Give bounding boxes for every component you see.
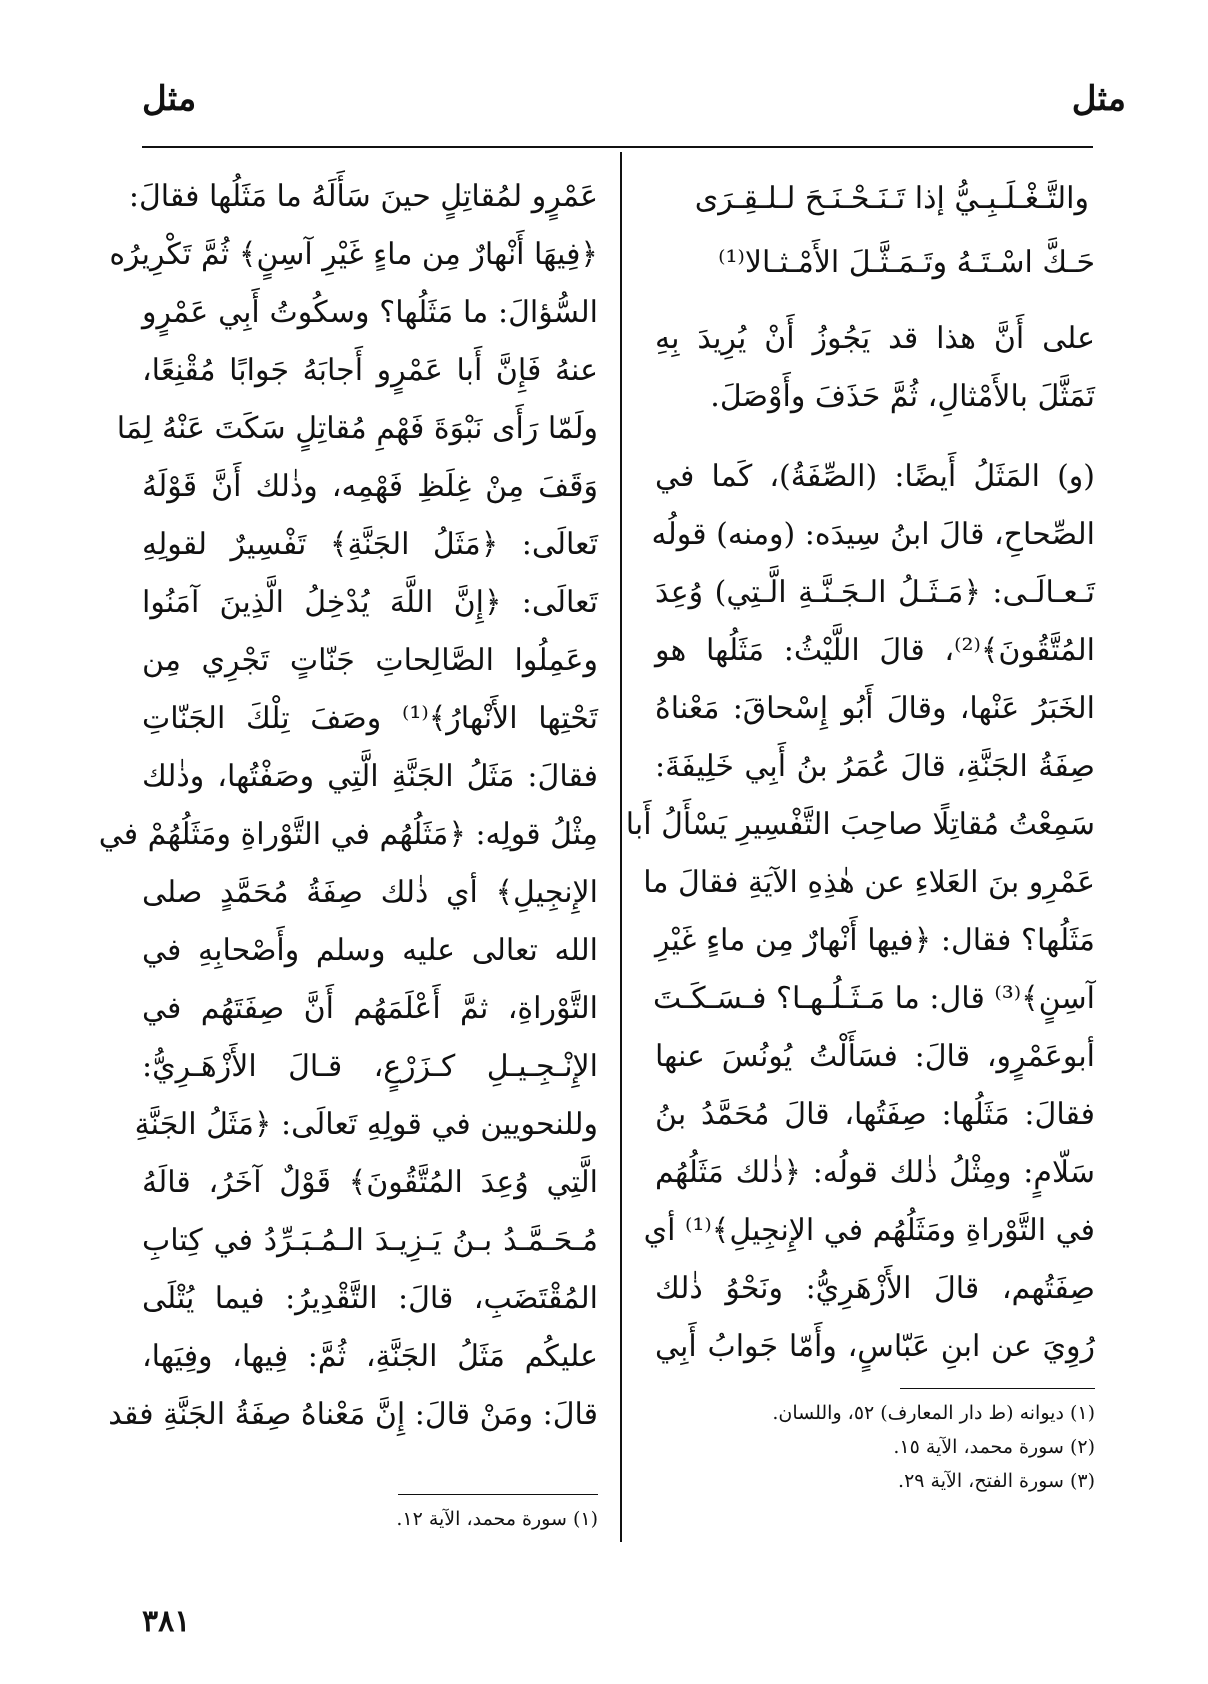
text-line: الخَبَرُ عَنْها، وقالَ أَبُو إِسْحاقَ: مَعْناهُ xyxy=(655,691,1095,726)
footnote-item: (١) ديوانه (ط دار المعارف) ٥٢، واللسان. xyxy=(772,1402,1095,1424)
spacer xyxy=(655,296,1095,310)
text-line: صِفَتُهم، قالَ الأَزْهَرِيُّ: ونَحْوُ ذٰلك xyxy=(655,1271,1095,1306)
text-line: مِثْلُ قولِه: ﴿مَثَلُهُم في التَّوْراةِ ومَثَلُهُمْ في xyxy=(98,817,598,852)
text-line: وللنحويين في قولِهِ تَعالَى: ﴿مَثَلُ الجَنَّةِ xyxy=(134,1107,598,1142)
text-line: الإِنْـجِـيـلِ كـزَرْعٍ، قـالَ الأَزْهَـرِيُّ: xyxy=(142,1049,598,1084)
text-line: الصِّحاحِ، قالَ ابنُ سِيدَه: (ومنه) قولُه xyxy=(651,517,1095,552)
text-line: عليكُم مَثَلُ الجَنَّةِ، ثُمَّ: فِيها، وفِيَها، xyxy=(142,1339,598,1374)
text-line: على أَنَّ هذا قد يَجُوزُ أَنْ يُرِيدَ بِهِ xyxy=(655,321,1095,356)
text-line: مَثَلُها؟ فقال: ﴿فيها أَنْهارٌ مِن ماءٍ غَيْرِ xyxy=(655,923,1095,958)
paragraph-2 xyxy=(625,448,1095,1376)
paragraph-1 xyxy=(655,310,1095,426)
text-line: صِفَةُ الجَنَّةِ، قالَ عُمَرُ بنُ أَبِي خَلِيفَةَ: xyxy=(655,749,1095,784)
text-line: مُـحَـمَّـدُ بـنُ يَـزِيـدَ الـمُـبَـرِّدُ في كِتابِ xyxy=(142,1223,598,1258)
text-line: تَحْتِها الأَنْهارُ﴾⁽¹⁾ وصَفَ تِلْكَ الجَنّاتِ xyxy=(142,701,598,736)
verse-line-1: والتَّـغْـلَـبِـيُّ إذا تَـنَـحْـنَـحَ لـلـقِـرَى xyxy=(694,181,1089,216)
verse-line-2: حَـكَّ اسْـتَـهُ وتَـمَـثَّـلَ الأَمْـثـالا⁽¹⁾ xyxy=(718,245,1095,280)
text-line: التَّوْراةِ، ثمَّ أَعْلَمَهُم أَنَّ صِفَتَهُم في xyxy=(142,991,598,1026)
text-line: (و) المَثَلُ أَيضًا: (الصِّفَةُ)، كَما في xyxy=(655,459,1095,494)
left-column xyxy=(98,168,598,1444)
text-line: ولَمّا رَأَى نَبْوَةَ فَهْمِ مُقاتِلٍ سَكَتَ عَنْهُ لِمَا xyxy=(116,411,598,446)
text-line: رُوِيَ عن ابنِ عَبّاسٍ، وأَمّا جَوابُ أَبِي xyxy=(655,1329,1095,1364)
text-line: في التَّوْراةِ ومَثَلُهُم في الإِنجِيلِ﴾⁽¹⁾ أي xyxy=(643,1213,1095,1248)
text-line: تَعالَى: ﴿إِنَّ اللَّهَ يُدْخِلُ الَّذِينَ آمَنُوا xyxy=(142,585,598,620)
footnote-item: (١) سورة محمد، الآية ١٢. xyxy=(396,1508,598,1530)
text-line: عنهُ فَإِنَّ أَبا عَمْرٍو أَجابَهُ جَوابًا مُقْنِعًا، xyxy=(142,353,598,388)
text-line: عَمْرٍو لمُقاتِلٍ حينَ سَأَلَهُ ما مَثَلُها فقالَ: xyxy=(128,179,598,214)
header-keyword-right: مثل xyxy=(1071,79,1126,119)
text-line: ﴿فِيهَا أَنْهارٌ مِن ماءٍ غَيْرِ آسِنٍ﴾ ثُمَّ تَكْرِيرُه xyxy=(109,237,598,272)
text-line: الَّتِي وُعِدَ المُتَّقُونَ﴾ قَوْلٌ آخَرُ، قالَهُ xyxy=(142,1165,598,1200)
right-column xyxy=(625,168,1095,1376)
page-number: ٣٨١ xyxy=(142,1604,191,1639)
text-line: وعَمِلُوا الصَّالِحاتِ جَنّاتٍ تَجْرِي مِن xyxy=(142,643,598,678)
text-line: تَعالَى: ﴿مَثَلُ الجَنَّةِ﴾ تَفْسِيرٌ لقولِهِ xyxy=(142,527,598,562)
text-line: السُّؤالَ: ما مَثَلُها؟ وسكُوتُ أَبِي عَمْرٍو xyxy=(142,295,598,330)
header-keyword-left: مثل xyxy=(142,79,197,119)
text-line: تَـعـالَـى: ﴿مَـثَـلُ الـجَـنَّـةِ الَّـتِي) وُعِدَ xyxy=(655,575,1095,610)
text-line: سَمِعْتُ مُقاتِلًا صاحِبَ التَّفْسِيرِ يَسْأَلُ أَبا xyxy=(625,807,1095,842)
footnote-item: (٣) سورة الفتح، الآية ٢٩. xyxy=(898,1470,1095,1492)
text-line: المُتَّقُونَ﴾⁽²⁾، قالَ اللَّيْثُ: مَثَلُها هو xyxy=(655,633,1095,668)
text-line: المُقْتَضَبِ، قالَ: التَّقْدِيرُ: فيما يُتْلَى xyxy=(142,1281,598,1316)
header-rule xyxy=(142,146,1093,148)
text-line: عَمْرِو بنَ العَلاءِ عن هٰذِهِ الآيَةِ فقالَ ما xyxy=(643,865,1095,900)
text-line: فقالَ: مَثَلُها: صِفَتُها، قالَ مُحَمَّدُ بنُ xyxy=(655,1097,1095,1132)
text-line: وَقَفَ مِنْ غِلَظِ فَهْمِه، وذٰلك أَنَّ قَوْلَهُ xyxy=(142,469,598,504)
text-line: سَلّامٍ: ومِثْلُ ذٰلك قولُه: ﴿ذٰلك مَثَلُهُم xyxy=(655,1155,1095,1190)
text-line: تَمَثَّلَ بالأَمْثالِ، ثُمَّ حَذَفَ وأَوْصَلَ. xyxy=(710,379,1095,414)
text-line: فقالَ: مَثَلُ الجَنَّةِ الَّتِي وصَفْتُها، وذٰلك xyxy=(142,759,598,794)
footnotes-left xyxy=(300,1502,598,1536)
footnote-rule-left xyxy=(398,1494,598,1495)
footnote-item: (٢) سورة محمد، الآية ١٥. xyxy=(893,1436,1095,1458)
text-line: الله تعالى عليه وسلم وأَصْحابِهِ في xyxy=(142,933,598,968)
text-line: قالَ: ومَنْ قالَ: إِنَّ مَعْناهُ صِفَةُ الجَنَّةِ فقد xyxy=(108,1397,598,1432)
text-line: أبوعَمْرٍو، قالَ: فسَأَلْتُ يُونُسَ عنها xyxy=(655,1039,1095,1074)
footnotes-right xyxy=(660,1396,1095,1498)
text-line: الإِنجِيلِ﴾ أي ذٰلك صِفَةُ مُحَمَّدٍ صلى xyxy=(142,875,598,910)
text-line: آسِنٍ﴾⁽³⁾ قال: ما مَـثَـلُـهـا؟ فـسَـكَـتَ xyxy=(652,981,1095,1016)
footnote-rule-right xyxy=(900,1388,1095,1389)
spacer xyxy=(655,426,1095,448)
column-divider xyxy=(620,152,622,1542)
